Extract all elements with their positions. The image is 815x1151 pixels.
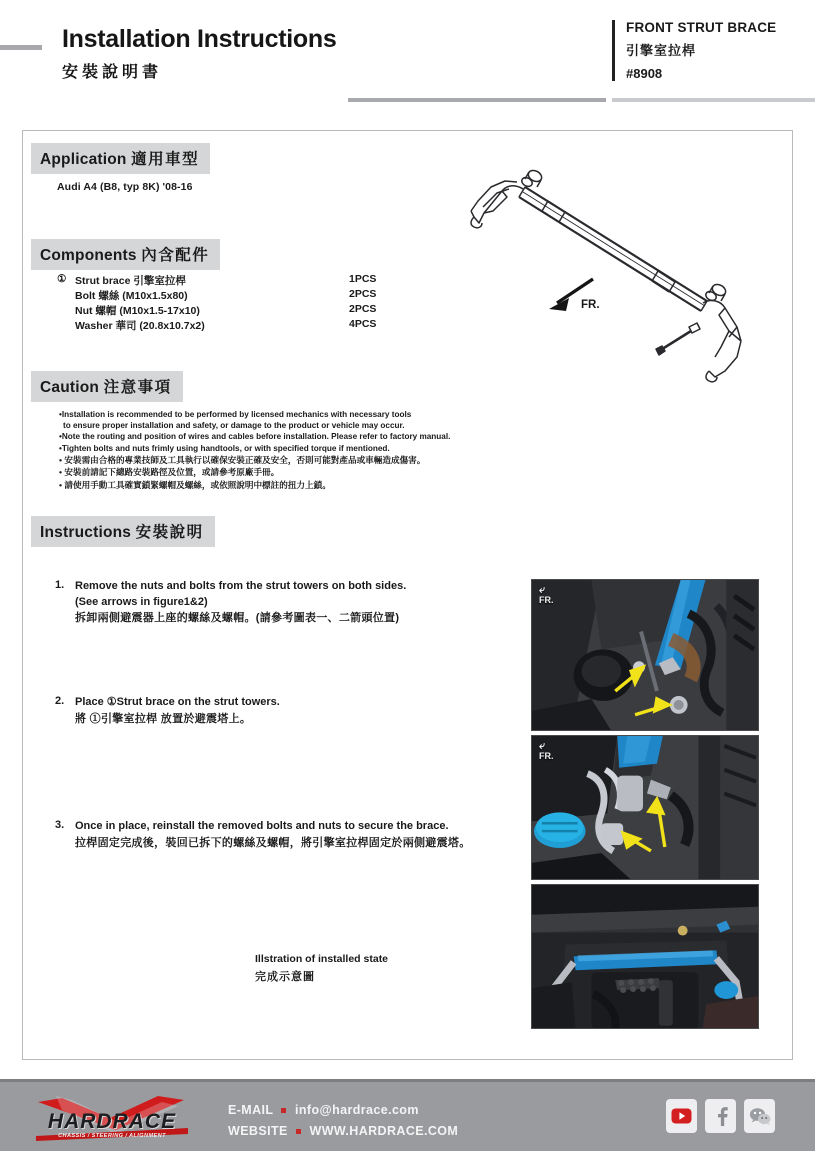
caution-line: •Note the routing and position of wires and cables before installation. Please refer to factory manual.: [59, 432, 451, 442]
caution-line-zh: • 請使用手動工具確實鎖緊螺帽及螺絲，或依照說明中標註的扭力上鎖。: [59, 480, 331, 490]
illustration-caption: [255, 953, 388, 984]
component-name: Washer 華司 (20.8x10.7x2): [75, 320, 205, 332]
section-instructions: [31, 516, 215, 547]
component-row: [57, 288, 387, 303]
component-row: [57, 273, 387, 288]
footer-email-value[interactable]: info@hardrace.com: [294, 1103, 419, 1117]
component-name: Nut 螺帽 (M10x1.5-17x10): [75, 305, 200, 317]
component-qty: 2PCS: [349, 288, 377, 300]
bullet-square-icon: [281, 1108, 286, 1113]
hardrace-wordmark: HARDRACE: [47, 1110, 177, 1133]
instruction-step: [55, 579, 525, 695]
footer-social-links: [666, 1099, 775, 1133]
heading-caution-zh: 注意事項: [103, 379, 172, 396]
caution-line-zh: • 安裝前請記下總路安裝路徑及位置，或請參考原廠手冊。: [59, 467, 280, 478]
section-caution: [31, 371, 183, 402]
fr-arrow-icon: ⤶: [539, 740, 546, 752]
section-heading-instructions: [31, 516, 215, 547]
figure-3-photo: [531, 884, 759, 1029]
heading-components-zh: 內含配件: [141, 247, 210, 264]
heading-application-en: Application: [40, 151, 127, 168]
caption-text-en: Illstration of installed state: [255, 953, 389, 965]
header-rule-left: [0, 45, 42, 50]
fr-arrow-icon: ⤶: [539, 584, 546, 596]
heading-instructions-en: Instructions: [40, 524, 132, 541]
footer-email-row: [228, 1100, 458, 1121]
application-vehicle: Audi A4 (B8, typ 8K) '08-16: [57, 181, 193, 193]
footer-website-value[interactable]: WWW.HARDRACE.COM: [309, 1124, 459, 1138]
step-number: 2.: [55, 695, 65, 707]
fr-orientation-marker: [539, 585, 554, 605]
facebook-icon[interactable]: [705, 1099, 736, 1133]
step-text-en: Remove the nuts and bolts from the strut towers on both sides.: [75, 580, 407, 592]
step-text-en: (See arrows in figure1&2): [75, 595, 208, 608]
wechat-glyph: [749, 1107, 771, 1126]
section-application: [31, 143, 210, 174]
header-rule-middle: [348, 98, 606, 102]
youtube-icon[interactable]: [666, 1099, 697, 1133]
step-text-zh: 將 ①引擎室拉桿 放置於避震塔上。: [75, 712, 252, 725]
figure-1-photo: [531, 579, 759, 731]
product-name-en: FRONT STRUT BRACE: [626, 20, 777, 35]
components-list: [57, 273, 387, 333]
footer-website-label: WEBSITE: [228, 1124, 288, 1138]
heading-application-zh: 適用車型: [131, 151, 200, 168]
heading-caution-en: Caution: [40, 379, 100, 396]
page-header: [0, 0, 815, 118]
caution-line: •Tighten bolts and nuts frimly using handtools, or with specified torque if mentioned.: [59, 443, 390, 453]
strut-brace-line-drawing: [453, 151, 783, 401]
component-name: Bolt 螺絲 (M10x1.5x80): [75, 290, 188, 302]
page-title-zh: 安裝說明書: [62, 64, 163, 81]
figure-1-image: [532, 580, 758, 731]
heading-instructions-zh: 安裝說明: [135, 524, 204, 541]
hardrace-logo: [32, 1096, 192, 1142]
content-frame: [22, 130, 793, 1060]
page-footer: [0, 1079, 815, 1151]
instruction-steps: [55, 579, 525, 851]
step-number: 1.: [55, 579, 65, 591]
facebook-glyph: [711, 1105, 731, 1127]
fr-direction-label: FR.: [581, 299, 600, 311]
instruction-step: [55, 695, 525, 819]
step-text-en: Once in place, reinstall the removed bolts and nuts to secure the brace.: [75, 820, 449, 832]
step-number: 3.: [55, 819, 65, 831]
caution-list: [59, 409, 559, 492]
bullet-square-icon: [296, 1129, 301, 1134]
section-heading-application: [31, 143, 210, 174]
wechat-icon[interactable]: [744, 1099, 775, 1133]
product-name-zh: 引擎室拉桿: [626, 43, 697, 58]
step-text-zh: 拉桿固定完成後，裝回已拆下的螺絲及螺帽，將引擎室拉桿固定於兩側避震塔。: [75, 836, 471, 849]
figure-2-photo: [531, 735, 759, 880]
footer-email-label: E-MAIL: [228, 1103, 274, 1117]
strut-brace-diagram-svg: [453, 151, 783, 401]
fr-orientation-marker: [539, 741, 554, 761]
step-text-zh: 拆卸兩側避震器上座的螺絲及螺帽。(請參考圖表一、二箭頭位置): [75, 612, 400, 624]
page-title: [62, 25, 336, 82]
product-sku: #8908: [626, 66, 663, 81]
component-row: [57, 303, 387, 318]
footer-contact: [228, 1100, 458, 1142]
youtube-glyph: [671, 1108, 692, 1124]
caution-line: to ensure proper installation and safety, or damage to the product or vehicle may occur.: [63, 421, 405, 431]
component-qty: 4PCS: [349, 318, 377, 330]
caption-text-zh: 完成示意圖: [255, 971, 315, 983]
caution-line-zh: • 安裝需由合格的專業技師及工具執行以確保安裝正確及安全，否則可能對產品或車輛造成傷害。: [59, 454, 426, 465]
section-components: [31, 239, 220, 270]
instruction-step: [55, 819, 525, 851]
product-info: [612, 20, 776, 81]
section-heading-caution: [31, 371, 183, 402]
heading-components-en: Components: [40, 247, 137, 264]
figure-2-image: [532, 736, 758, 880]
component-qty: 2PCS: [349, 303, 377, 315]
section-heading-components: [31, 239, 220, 270]
component-row: [57, 318, 387, 333]
fr-marker-label: FR.: [539, 595, 554, 605]
component-mark: ①: [57, 273, 67, 285]
hardrace-tagline: CHASSIS / STEERING / ALIGNMENT: [58, 1133, 166, 1139]
component-name: Strut brace 引擎室拉桿: [75, 275, 186, 287]
fr-marker-label: FR.: [539, 751, 554, 761]
caution-line: •Installation is recommended to be performed by licensed mechanics with necessary tools: [59, 410, 412, 419]
footer-website-row: [228, 1121, 458, 1142]
component-qty: 1PCS: [349, 273, 377, 285]
header-rule-right: [612, 98, 815, 102]
step-text-en: Place ①Strut brace on the strut towers.: [75, 696, 280, 708]
figure-3-image: [532, 885, 758, 1029]
page-title-en: Installation Instructions: [62, 25, 337, 53]
